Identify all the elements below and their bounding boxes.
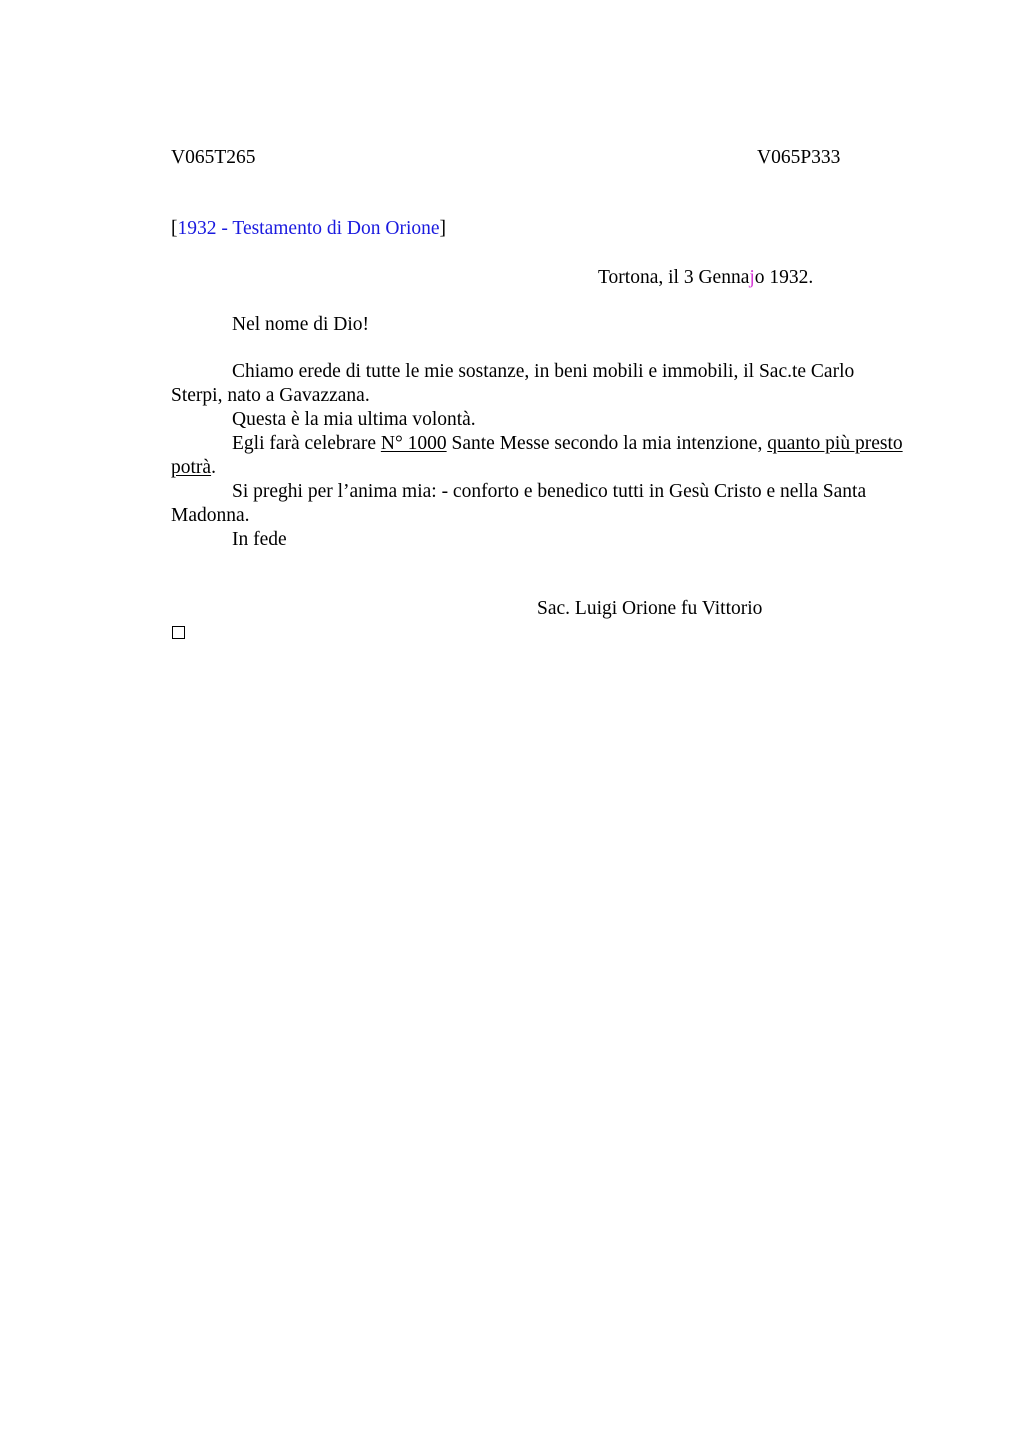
masses-count: N° 1000 — [380, 433, 447, 454]
masses-urgency: quanto più presto potrà — [171, 433, 903, 478]
date-highlight: j — [749, 267, 755, 288]
title-bracket-close: ] — [439, 218, 447, 239]
date-line — [598, 266, 813, 290]
date-part2: o 1932. — [754, 267, 814, 288]
masses-text-b: Sante Messe secondo la mia intenzione, — [446, 433, 768, 454]
salutation: Nel nome di Dio! — [232, 314, 370, 335]
masses-text-a: Egli farà celebrare — [232, 433, 381, 454]
title-bracket-open: [ — [171, 218, 178, 239]
paragraph-prayer: Si preghi per l’anima mia: - conforto e benedico tutti in Gesù Cristo e nella Santa Madonna. — [171, 481, 867, 526]
testament-body — [171, 360, 906, 552]
document-ref-left: V065T265 — [171, 147, 256, 168]
signature: Sac. Luigi Orione fu Vittorio — [537, 598, 763, 619]
salutation-block — [171, 313, 906, 337]
paragraph-in-faith: In fede — [232, 529, 287, 550]
document-ref-right: V065P333 — [757, 147, 841, 168]
date-part1: Tortona, il 3 Genna — [598, 267, 750, 288]
title-link[interactable]: 1932 - Testamento di Don Orione — [177, 218, 440, 239]
paragraph-heir: Chiamo erede di tutte le mie sostanze, in beni mobili e immobili, il Sac.te Carlo Sterpi, nato a Gavazzana. — [171, 361, 855, 406]
document-title — [171, 217, 446, 241]
paragraph-last-will: Questa è la mia ultima volontà. — [232, 409, 476, 430]
paragraph-masses — [171, 432, 906, 480]
masses-text-c: . — [211, 457, 216, 478]
empty-checkbox-icon — [172, 626, 185, 639]
